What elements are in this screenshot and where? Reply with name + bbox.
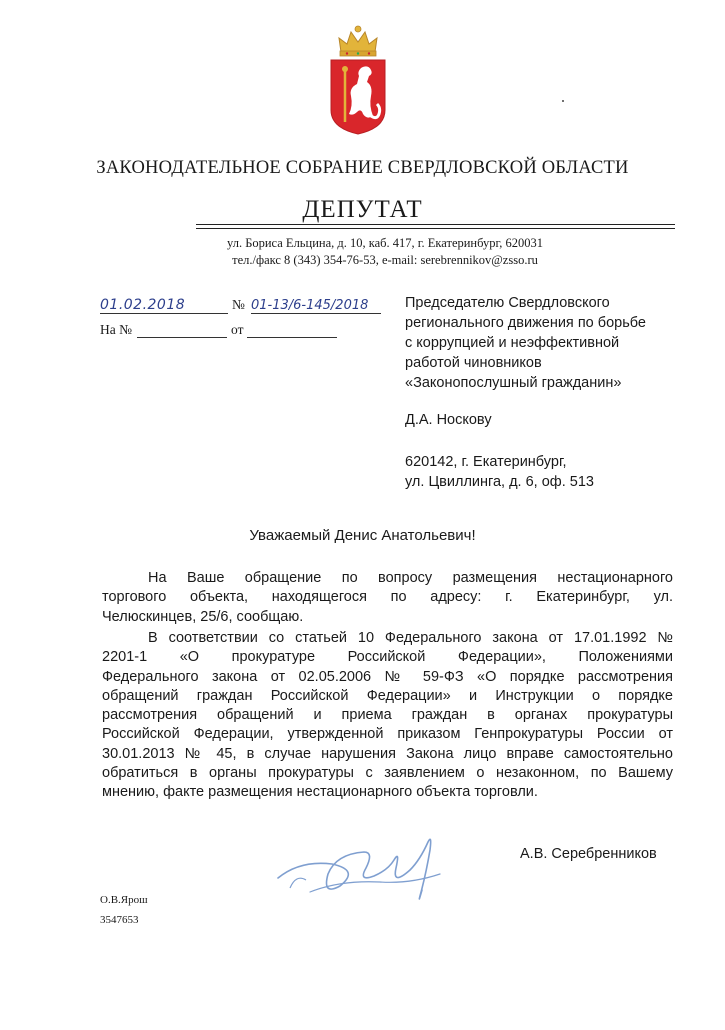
outgoing-number: 01-13/6-145/2018 [251, 298, 381, 314]
outgoing-date-field [100, 296, 230, 314]
letterhead-contacts: тел./факс 8 (343) 354-76-53, e-mail: serebrennikov@zsso.ru [232, 253, 538, 267]
recipient-line: Председателю Свердловского [405, 295, 610, 311]
reply-number-blank [137, 337, 227, 338]
coat-of-arms-emblem [327, 24, 389, 136]
salutation: Уважаемый Денис Анатольевич! [249, 527, 476, 544]
paragraph-line: 2201-1 «О прокуратуре Российской Федерации», Положениями [102, 649, 673, 666]
scan-speck [562, 100, 564, 102]
paragraph-line: 30.01.2013 № 45, в случае нарушения Закона лицо вправе самостоятельно [102, 745, 673, 762]
outgoing-date: 01.02.2018 [100, 297, 228, 314]
signer-name: А.В. Серебренников [520, 846, 657, 862]
recipient-address-line: ул. Цвиллинга, д. 6, оф. 513 [405, 474, 594, 490]
organization-name: ЗАКОНОДАТЕЛЬНОЕ СОБРАНИЕ СВЕРДЛОВСКОЙ ОБЛАСТИ [96, 158, 629, 178]
reply-date-label: от [231, 322, 244, 337]
executor-phone: 3547653 [100, 914, 139, 926]
paragraph-line: В соответствии со статьей 10 Федерального закона от 17.01.1992 № [148, 630, 673, 646]
paragraph-line: Федерального закона от 02.05.2006 № 59-ФЗ «О порядке рассмотрения [102, 668, 673, 685]
paragraph-line: На Ваше обращение по вопросу размещения нестационарного [148, 570, 673, 586]
handwritten-signature [270, 830, 460, 910]
letter-paragraph-2 [102, 629, 673, 803]
paragraph-line: Российской Федерации, утвержденной приказом Генпрокуратуры России от [102, 726, 673, 743]
paragraph-line: обращений граждан Российской Федерации» и Инструкции о порядке [102, 687, 673, 704]
letterhead-address: ул. Бориса Ельцина, д. 10, каб. 417, г. Екатеринбург, 620031 [227, 236, 543, 250]
paragraph-line: обратиться в органы прокуратуры с заявлением о незаконном, по Вашему [102, 765, 673, 782]
number-sign: № [232, 297, 245, 312]
header-divider [196, 224, 675, 225]
letter-paragraph-1 [102, 569, 673, 627]
reply-date-blank [247, 337, 337, 338]
recipient-block [405, 293, 695, 393]
reply-to-number-label: На № [100, 322, 132, 337]
recipient-line: «Законопослушный гражданин» [405, 375, 622, 391]
recipient-line: с коррупцией и неэффективной [405, 335, 620, 351]
recipient-address-line: 620142, г. Екатеринбург, [405, 454, 567, 470]
paragraph-line: мнению, факте размещения нестационарного объекта торговли. [102, 784, 538, 801]
outgoing-number-field [251, 296, 383, 314]
paragraph-line: Челюскинцев, 25/6, сообщаю. [102, 608, 304, 625]
crown-icon [339, 26, 377, 56]
recipient-name: Д.А. Носкову [405, 412, 492, 428]
paragraph-line: торгового объекта, находящегося по адресу: г. Екатеринбург, ул. [102, 589, 673, 606]
recipient-line: регионального движения по борьбе [405, 315, 646, 331]
header-divider-thin [196, 228, 675, 229]
recipient-address [405, 452, 695, 492]
letterhead-title: ДЕПУТАТ [302, 196, 423, 223]
recipient-line: работой чиновников [405, 355, 542, 371]
executor-name: О.В.Ярош [100, 894, 148, 906]
paragraph-line: рассмотрения обращений и приема граждан в органах прокуратуры [102, 707, 673, 724]
